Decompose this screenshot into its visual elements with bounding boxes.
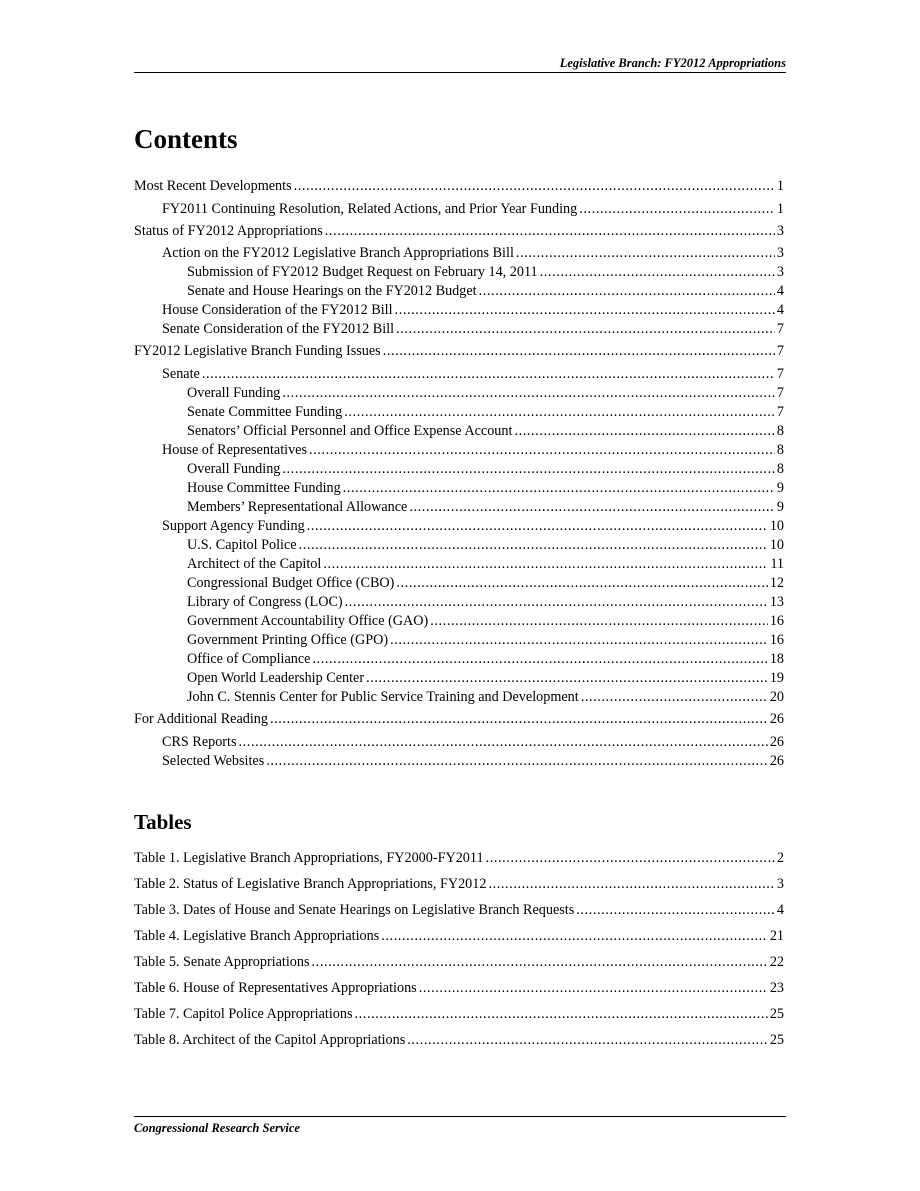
toc-entry-title: Senate Committee Funding [187, 404, 343, 420]
toc-entry[interactable] [187, 631, 784, 649]
toc-entry[interactable] [187, 384, 784, 402]
dot-leader [479, 282, 775, 300]
toc-entry[interactable] [187, 498, 784, 516]
table-list-entry[interactable] [134, 979, 784, 997]
toc-entry-title: House Consideration of the FY2012 Bill [162, 302, 393, 318]
toc-entry-page: 26 [769, 753, 784, 769]
toc-entry-page: 9 [776, 480, 784, 496]
toc-entry-page: 19 [769, 670, 784, 686]
dot-leader [383, 342, 775, 360]
toc-entry-page: 4 [776, 283, 784, 299]
dot-leader [407, 1031, 768, 1049]
toc-entry-title: House Committee Funding [187, 480, 341, 496]
dot-leader [514, 422, 774, 440]
dot-leader [430, 612, 768, 630]
dot-leader [581, 688, 768, 706]
toc-entry[interactable] [162, 365, 784, 383]
toc-entry-page: 7 [776, 343, 784, 359]
dot-leader [325, 222, 775, 240]
dot-leader [309, 441, 775, 459]
table-entry-title: Table 4. Legislative Branch Appropriations [134, 928, 380, 944]
table-list-entry[interactable] [134, 953, 784, 971]
toc-entry[interactable] [187, 688, 784, 706]
toc-entry-page: 3 [776, 245, 784, 261]
toc-entry-page: 10 [769, 518, 784, 534]
table-entry-page: 21 [769, 928, 784, 944]
toc-entry-title: Library of Congress (LOC) [187, 594, 343, 610]
toc-entry[interactable] [162, 752, 784, 770]
dot-leader [355, 1005, 768, 1023]
toc-entry[interactable] [187, 555, 784, 573]
tables-heading: Tables [134, 810, 192, 834]
toc-entry-title: Senators’ Official Personnel and Office Expense Account [187, 423, 513, 439]
toc-entry[interactable] [162, 733, 784, 751]
toc-entry-page: 9 [776, 499, 784, 515]
footer-divider [134, 1116, 786, 1117]
toc-entry[interactable] [162, 301, 784, 319]
toc-entry-page: 13 [769, 594, 784, 610]
contents-heading: Contents [134, 124, 238, 154]
dot-leader [344, 403, 775, 421]
table-entry-title: Table 5. Senate Appropriations [134, 954, 310, 970]
toc-entry-page: 3 [776, 223, 784, 239]
table-list-entry[interactable] [134, 927, 784, 945]
dot-leader [579, 200, 775, 218]
dot-leader [299, 536, 768, 554]
toc-entry-title: Overall Funding [187, 461, 281, 477]
table-entry-title: Table 2. Status of Legislative Branch Appropriations, FY2012 [134, 876, 487, 892]
toc-entry-page: 12 [769, 575, 784, 591]
toc-entry-title: Support Agency Funding [162, 518, 305, 534]
toc-entry[interactable] [187, 536, 784, 554]
toc-entry[interactable] [187, 263, 784, 281]
table-entry-page: 22 [769, 954, 784, 970]
dot-leader [576, 901, 775, 919]
toc-entry[interactable] [162, 320, 784, 338]
toc-entry-page: 16 [769, 613, 784, 629]
toc-entry-title: U.S. Capitol Police [187, 537, 297, 553]
toc-entry-title: CRS Reports [162, 734, 237, 750]
dot-leader [345, 593, 768, 611]
toc-entry[interactable] [134, 342, 784, 360]
toc-entry-page: 20 [769, 689, 784, 705]
dot-leader [323, 555, 768, 573]
toc-entry-title: For Additional Reading [134, 711, 268, 727]
dot-leader [381, 927, 768, 945]
toc-entry-title: Architect of the Capitol [187, 556, 322, 572]
dot-leader [266, 752, 768, 770]
dot-leader [343, 479, 775, 497]
toc-entry-page: 7 [776, 321, 784, 337]
toc-entry-title: Overall Funding [187, 385, 281, 401]
dot-leader [395, 301, 775, 319]
dot-leader [282, 384, 775, 402]
toc-entry[interactable] [187, 422, 784, 440]
toc-entry-title: Office of Compliance [187, 651, 311, 667]
dot-leader [540, 263, 775, 281]
toc-entry-title: Submission of FY2012 Budget Request on February 14, 2011 [187, 264, 538, 280]
dot-leader [366, 669, 768, 687]
toc-entry[interactable] [187, 479, 784, 497]
table-list-entry[interactable] [134, 875, 784, 893]
dot-leader [307, 517, 768, 535]
toc-entry-title: Open World Leadership Center [187, 670, 365, 686]
table-entry-title: Table 7. Capitol Police Appropriations [134, 1006, 353, 1022]
toc-entry-page: 8 [776, 423, 784, 439]
table-entry-title: Table 6. House of Representatives Appropriations [134, 980, 417, 996]
dot-leader [409, 498, 775, 516]
toc-entry-title: Most Recent Developments [134, 178, 292, 194]
dot-leader [396, 574, 767, 592]
toc-entry[interactable] [134, 710, 784, 728]
dot-leader [516, 244, 775, 262]
toc-entry[interactable] [187, 460, 784, 478]
toc-entry-title: Government Accountability Office (GAO) [187, 613, 429, 629]
table-list-entry[interactable] [134, 1005, 784, 1023]
toc-entry-title: FY2012 Legislative Branch Funding Issues [134, 343, 381, 359]
dot-leader [486, 849, 775, 867]
footer-publisher: Congressional Research Service [134, 1121, 300, 1135]
toc-entry-title: Members’ Representational Allowance [187, 499, 408, 515]
toc-entry-title: FY2011 Continuing Resolution, Related Actions, and Prior Year Funding [162, 201, 578, 217]
table-entry-page: 23 [769, 980, 784, 996]
table-entry-page: 4 [776, 902, 784, 918]
toc-entry-title: Senate Consideration of the FY2012 Bill [162, 321, 395, 337]
toc-entry[interactable] [162, 517, 784, 535]
table-entry-title: Table 8. Architect of the Capitol Appropriations [134, 1032, 406, 1048]
toc-entry[interactable] [162, 200, 784, 218]
toc-entry[interactable] [134, 177, 784, 195]
dot-leader [239, 733, 768, 751]
table-entry-page: 25 [769, 1032, 784, 1048]
table-entry-title: Table 1. Legislative Branch Appropriations, FY2000-FY2011 [134, 850, 484, 866]
dot-leader [390, 631, 768, 649]
dot-leader [312, 953, 768, 971]
dot-leader [202, 365, 775, 383]
dot-leader [488, 875, 774, 893]
toc-entry[interactable] [162, 441, 784, 459]
toc-entry-title: John C. Stennis Center for Public Service Training and Development [187, 689, 579, 705]
dot-leader [396, 320, 775, 338]
toc-entry-page: 16 [769, 632, 784, 648]
toc-entry-page: 18 [769, 651, 784, 667]
dot-leader [282, 460, 775, 478]
dot-leader [270, 710, 768, 728]
toc-entry-title: Action on the FY2012 Legislative Branch Appropriations Bill [162, 245, 514, 261]
toc-entry-title: House of Representatives [162, 442, 307, 458]
toc-entry-title: Selected Websites [162, 753, 265, 769]
toc-entry[interactable] [187, 403, 784, 421]
toc-entry-page: 1 [776, 201, 784, 217]
toc-entry-page: 3 [776, 264, 784, 280]
toc-entry[interactable] [187, 669, 784, 687]
running-header: Legislative Branch: FY2012 Appropriations [559, 56, 786, 70]
toc-entry[interactable] [187, 612, 784, 630]
toc-entry-title: Government Printing Office (GPO) [187, 632, 389, 648]
table-entry-page: 3 [776, 876, 784, 892]
toc-entry[interactable] [187, 574, 784, 592]
table-list-entry[interactable] [134, 1031, 784, 1049]
table-entry-title: Table 3. Dates of House and Senate Hearings on Legislative Branch Requests [134, 902, 575, 918]
toc-entry[interactable] [187, 650, 784, 668]
toc-entry-title: Senate [162, 366, 200, 382]
table-list-entry[interactable] [134, 901, 784, 919]
toc-entry-page: 8 [776, 442, 784, 458]
toc-entry[interactable] [187, 282, 784, 300]
toc-entry-title: Senate and House Hearings on the FY2012 Budget [187, 283, 477, 299]
table-entry-page: 25 [769, 1006, 784, 1022]
toc-entry-page: 7 [776, 404, 784, 420]
table-list-entry[interactable] [134, 849, 784, 867]
toc-entry-page: 1 [776, 178, 784, 194]
toc-entry-page: 10 [769, 537, 784, 553]
dot-leader [419, 979, 768, 997]
toc-entry-title: Congressional Budget Office (CBO) [187, 575, 395, 591]
toc-entry[interactable] [187, 593, 784, 611]
toc-entry[interactable] [134, 222, 784, 240]
dot-leader [294, 177, 775, 195]
dot-leader [312, 650, 767, 668]
toc-entry-page: 7 [776, 366, 784, 382]
toc-entry[interactable] [162, 244, 784, 262]
toc-entry-page: 4 [776, 302, 784, 318]
toc-entry-page: 8 [776, 461, 784, 477]
table-entry-page: 2 [776, 850, 784, 866]
toc-entry-title: Status of FY2012 Appropriations [134, 223, 323, 239]
toc-entry-page: 26 [769, 711, 784, 727]
toc-entry-page: 11 [770, 556, 784, 572]
toc-entry-page: 26 [769, 734, 784, 750]
toc-entry-page: 7 [776, 385, 784, 401]
header-divider [134, 72, 786, 73]
